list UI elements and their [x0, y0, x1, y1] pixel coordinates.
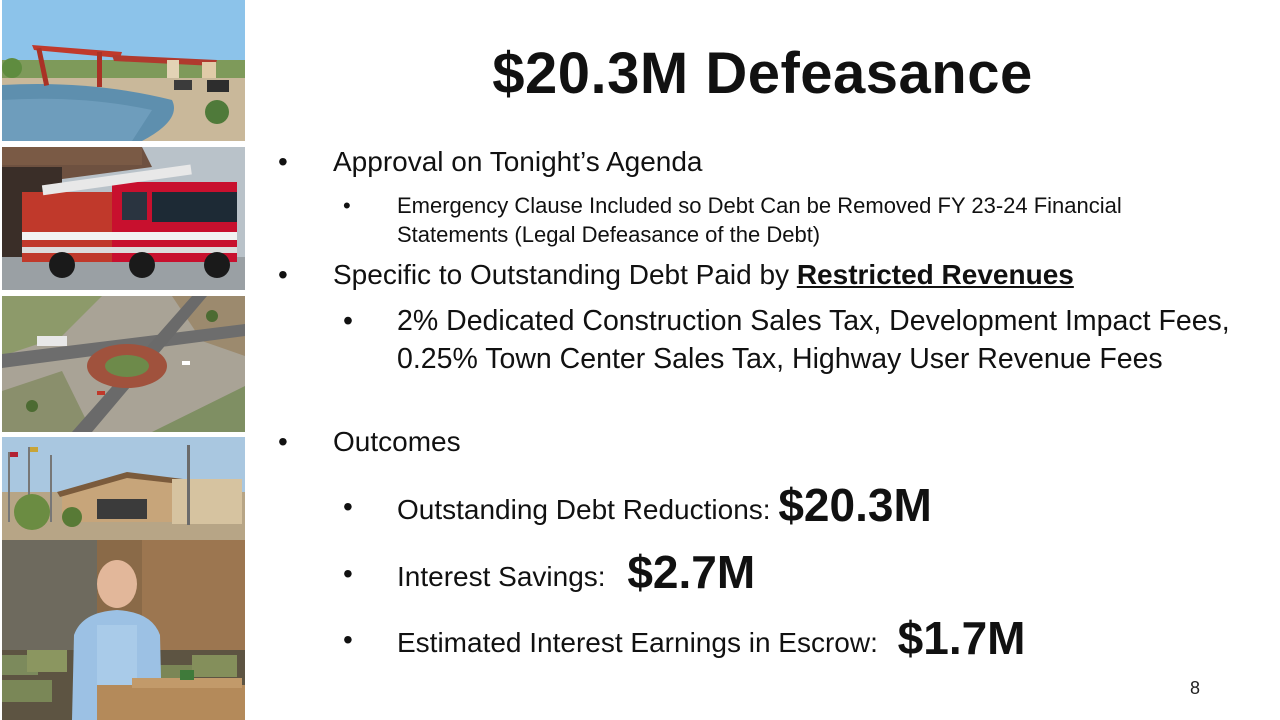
bullet-dot: • [343, 305, 353, 337]
bullet-dot: • [343, 624, 353, 655]
bullet-dot: • [278, 426, 288, 457]
bullet-text [397, 545, 755, 600]
interest-savings-value: $2.7M [627, 546, 756, 598]
bullet-text: Approval on Tonight’s Agenda [333, 146, 703, 177]
interest-savings-label: Interest Savings: [397, 561, 614, 592]
bullet-dot: • [343, 558, 353, 589]
fire-station-ladder-truck-photo [2, 147, 245, 290]
bullet-text [397, 611, 1026, 666]
specific-prefix: Specific to Outstanding Debt Paid by [333, 259, 797, 290]
escrow-earnings-value: $1.7M [897, 612, 1026, 664]
debt-reduction-label: Outstanding Debt Reductions: [397, 494, 779, 525]
debt-reduction-value: $20.3M [778, 479, 932, 531]
bullet-text [333, 258, 1074, 292]
aerial-roundabout-photo [2, 296, 245, 432]
bullet-text: Emergency Clause Included so Debt Can be Removed FY 23-24 Financial Statements (Legal Defeasance of the Debt) [397, 193, 1122, 247]
bullet-text: 2% Dedicated Construction Sales Tax, Development Impact Fees, 0.25% Town Center Sales Tax, Highway User Revenue Fees [397, 305, 1230, 375]
restricted-revenues-emphasis: Restricted Revenues [796, 259, 1074, 290]
bullet-text [397, 478, 932, 533]
bullet-dot: • [343, 193, 351, 218]
photo-strip [0, 0, 245, 720]
bullet-dot: • [343, 491, 353, 522]
page-number: 8 [1190, 678, 1201, 698]
slide-title: $20.3M Defeasance [492, 41, 1033, 106]
civic-building-photo [2, 437, 245, 540]
bullet-dot: • [278, 146, 288, 177]
bullet-text: Outcomes [333, 426, 461, 457]
escrow-earnings-label: Estimated Interest Earnings in Escrow: [397, 627, 886, 658]
presenter-at-podium-photo [2, 540, 245, 720]
bullet-dot: • [278, 259, 288, 290]
park-shade-structure-photo [2, 0, 245, 141]
